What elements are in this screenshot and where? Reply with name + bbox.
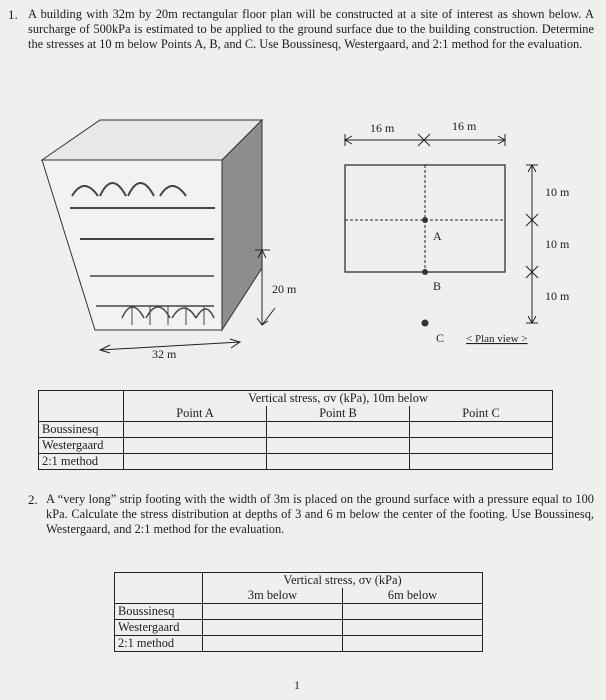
table-row [39, 422, 553, 438]
table2-cell [343, 620, 483, 636]
building-height-label: 20 m [272, 282, 297, 296]
table2-cell [203, 636, 343, 652]
point-b-label: B [433, 279, 442, 293]
table1-cell [267, 422, 410, 438]
table-row [39, 438, 553, 454]
plan-view-label: < Plan view > [466, 333, 528, 345]
table1-cell [410, 438, 553, 454]
question-1-number: 1. [8, 7, 18, 22]
building-width-label: 32 m [152, 347, 177, 361]
table2-row-label: Boussinesq [115, 604, 203, 620]
plan-dim-v2-label: 10 m [545, 237, 570, 251]
building-drawing [42, 120, 262, 330]
stress-table-2 [114, 572, 483, 652]
table2-row-label: Westergaard [115, 620, 203, 636]
table1-row-label: Boussinesq [39, 422, 124, 438]
plan-dim-right-label: 16 m [452, 119, 477, 133]
plan-dim-left-label: 16 m [370, 121, 395, 135]
point-a-marker [422, 217, 428, 223]
plan-right-dimension [526, 165, 538, 323]
table1-header: Vertical stress, σv (kPa), 10m below [124, 391, 553, 407]
table1-cell [124, 438, 267, 454]
point-b-marker [422, 269, 428, 275]
table1-cell [124, 454, 267, 470]
table2-cell [203, 604, 343, 620]
stress-table-1 [38, 390, 553, 470]
page-number: 1 [294, 678, 300, 692]
table2-cell [203, 620, 343, 636]
question-2-text: A “very long” strip footing with the width of 3m is placed on the ground surface with a pressure equal to 100 kPa. Calculate the stress distribution at depths of 3 and 6 m below the center of the footing. Use Boussinesq, Westergaard, and 2:1 method for the evaluation. [46, 492, 594, 536]
plan-dim-v1-label: 10 m [545, 185, 570, 199]
table1-cell [124, 422, 267, 438]
table1-row-label: Westergaard [39, 438, 124, 454]
plan-top-dimension [345, 134, 505, 146]
table2-cell [343, 636, 483, 652]
table2-col-3m: 3m below [203, 588, 343, 604]
table2-row-label: 2:1 method [115, 636, 203, 652]
table-row [115, 604, 483, 620]
table1-cell [267, 454, 410, 470]
table-row [115, 636, 483, 652]
table2-header: Vertical stress, σv (kPa) [203, 573, 483, 589]
table1-col-a: Point A [124, 406, 267, 422]
table1-cell [267, 438, 410, 454]
table1-col-c: Point C [410, 406, 553, 422]
point-c-marker [422, 320, 429, 327]
point-c-label: C [436, 331, 445, 345]
table1-cell [410, 454, 553, 470]
table1-row-label: 2:1 method [39, 454, 124, 470]
table-row [39, 454, 553, 470]
table-row [115, 620, 483, 636]
question-2-number: 2. [28, 492, 38, 507]
question-1-text: A building with 32m by 20m rectangular floor plan will be constructed at a site of interest as shown below. A surcharge of 500kPa is estimated to be applied to the ground surface due to the building construction. Determine the stresses at 10 m below Points A, B, and C. Use Boussinesq, Westergaard, and 2:1 method for the evaluation. [28, 7, 594, 51]
point-a-label: A [433, 229, 442, 243]
plan-dim-v3-label: 10 m [545, 289, 570, 303]
table2-col-6m: 6m below [343, 588, 483, 604]
table1-col-b: Point B [267, 406, 410, 422]
table1-cell [410, 422, 553, 438]
table2-cell [343, 604, 483, 620]
